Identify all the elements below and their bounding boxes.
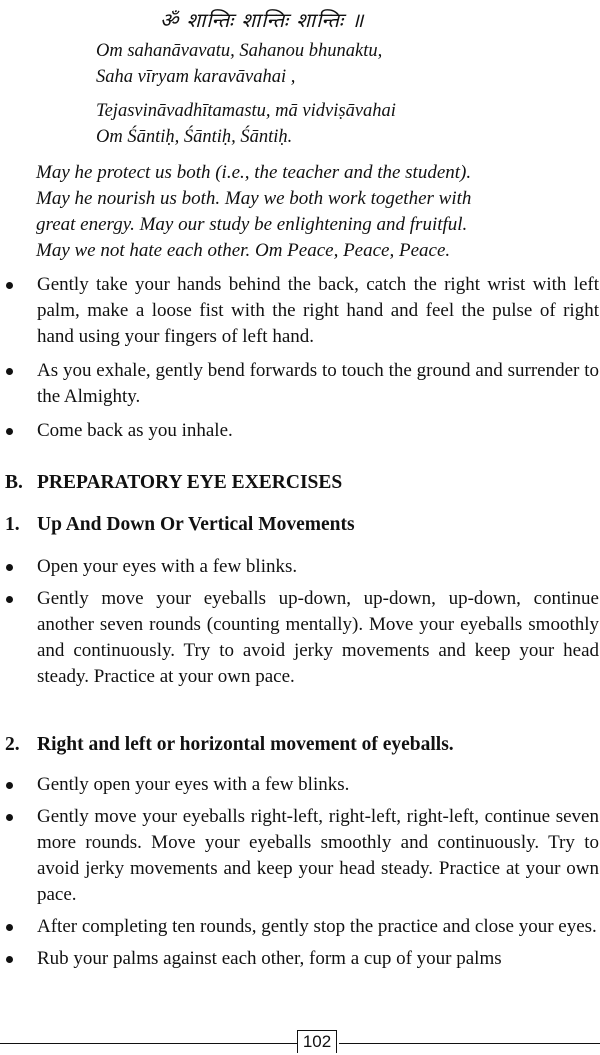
list-item [0, 272, 599, 350]
verse-line: Om sahanāvavatu, Sahanou bhunaktu, [96, 41, 383, 61]
list-item [0, 358, 599, 410]
section-label: B. [5, 472, 23, 493]
list-item-text: Gently open your eyes with a few blinks. [37, 774, 350, 795]
exercise-number: 1. [5, 514, 20, 535]
bullet-icon [6, 282, 13, 289]
list-item [0, 804, 599, 908]
bullet-icon [6, 814, 13, 821]
list-item-text: After completing ten rounds, gently stop the practice and close your eyes. [37, 916, 597, 937]
closing-steps-list [0, 272, 600, 452]
list-item [0, 554, 599, 580]
translation-line: May he nourish us both. May we both work together with [36, 188, 472, 209]
list-item-text: Gently take your hands behind the back, catch the right wrist with left palm, make a loose fist with the right hand and feel the pulse of right hand using your fingers of left hand. [37, 274, 599, 347]
exercise-1-steps [0, 554, 600, 696]
bullet-icon [6, 368, 13, 375]
verse-line: Saha vīryam karavāvahai , [96, 67, 296, 87]
translation-line: May we not hate each other. Om Peace, Peace, Peace. [36, 240, 451, 261]
bullet-icon [6, 428, 13, 435]
list-item [0, 946, 599, 972]
list-item [0, 772, 599, 798]
exercise-2-steps [0, 772, 600, 978]
bullet-icon [6, 924, 13, 931]
translation-line: great energy. May our study be enlightening and fruitful. [36, 214, 468, 235]
mantra-heading: ॐ शान्तिः शान्तिः शान्तिः ॥ [160, 8, 365, 32]
list-item-text: As you exhale, gently bend forwards to touch the ground and surrender to the Almighty. [37, 360, 599, 407]
exercise-number: 2. [5, 734, 20, 755]
translation-line: May he protect us both (i.e., the teacher and the student). [36, 162, 472, 183]
mantra-translation [36, 160, 471, 264]
section-heading [5, 472, 342, 494]
footer-rule-left [0, 1043, 298, 1044]
list-item-text: Gently move your eyeballs right-left, right-left, right-left, continue seven more rounds. Move your eyeballs smoothly and continuously. Try to avoid jerky movements and keep your head steady. Practice at your own pace. [37, 806, 599, 905]
bullet-icon [6, 596, 13, 603]
list-item [0, 914, 599, 940]
list-item-text: Rub your palms against each other, form a cup of your palms [37, 948, 502, 969]
list-item-text: Come back as you inhale. [37, 420, 233, 441]
bullet-icon [6, 564, 13, 571]
list-item-text: Gently move your eyeballs up-down, up-down, up-down, continue another seven rounds (counting mentally). Move your eyeballs smoothly and continuously. Try to avoid jerky movements and keep your head steady. Practice at your own pace. [37, 588, 599, 687]
verse-line: Tejasvināvadhītamastu, mā vidviṣāvahai [96, 101, 396, 121]
footer-rule-right [339, 1043, 600, 1044]
bullet-icon [6, 782, 13, 789]
exercise-1-heading [5, 514, 355, 536]
list-item [0, 418, 599, 444]
list-item-text: Open your eyes with a few blinks. [37, 556, 298, 577]
bullet-icon [6, 956, 13, 963]
mantra-verse-1 [96, 38, 382, 90]
exercise-2-heading [5, 734, 454, 756]
section-title: PREPARATORY EYE EXERCISES [37, 472, 343, 493]
exercise-title: Right and left or horizontal movement of eyeballs. [37, 734, 454, 755]
page-number: 102 [297, 1030, 337, 1053]
exercise-title: Up And Down Or Vertical Movements [37, 514, 355, 535]
verse-line: Om Śāntiḥ, Śāntiḥ, Śāntiḥ. [96, 127, 293, 147]
list-item [0, 586, 599, 690]
mantra-verse-2 [96, 98, 396, 150]
